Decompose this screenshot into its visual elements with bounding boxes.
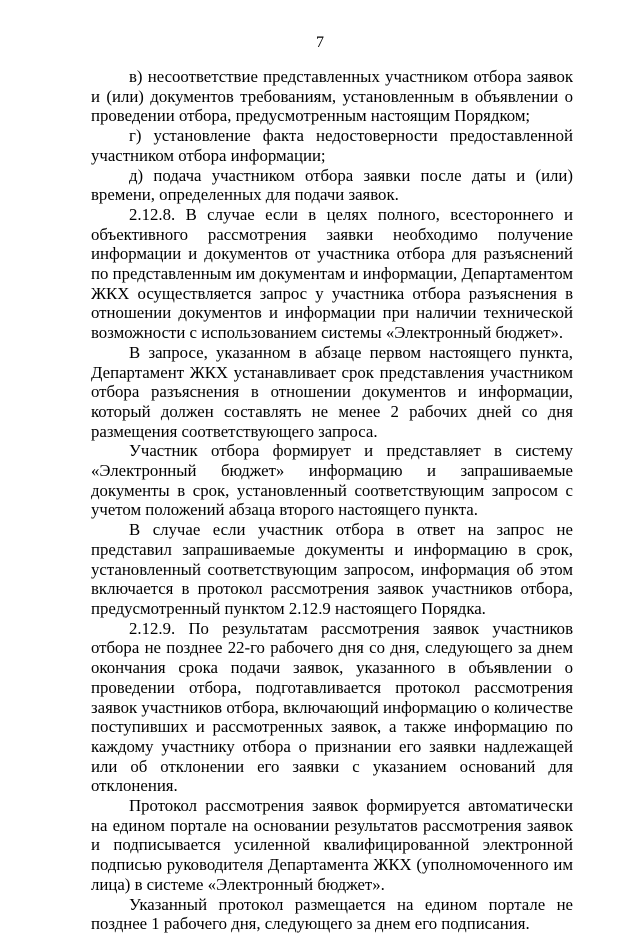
paragraph-request-term: В запросе, указанном в абзаце первом настоящего пункта, Департамент ЖКХ устанавливает срок представления участником отбора разъяснения в отношении документов и информации, который должен составлять не менее 2 рабочих дней со дня размещения соответствующего запроса. (91, 342, 573, 441)
paragraph-item-d: д) подача участником отбора заявки после даты и (или) времени, определенных для подачи заявок. (91, 165, 573, 205)
paragraph-participant-submits: Участник отбора формирует и представляет в систему «Электронный бюджет» информацию и запрашиваемые документы в срок, установленный соответствующим запросом с учетом положений абзаца второго настоящего пункта. (91, 441, 573, 520)
paragraph-protocol-published: Указанный протокол размещается на едином портале не позднее 1 рабочего дня, следующего за днем его подписания. (91, 894, 573, 934)
paragraph-item-v: в) несоответствие представленных участником отбора заявок и (или) документов требованиям, установленным в объявлении о проведении отбора, предусмотренным настоящим Порядком; (91, 67, 573, 126)
paragraph-item-g: г) установление факта недостоверности предоставленной участником отбора информации; (91, 126, 573, 165)
paragraph-protocol-formed: Протокол рассмотрения заявок формируется автоматически на едином портале на основании результатов рассмотрения заявок и подписывается усиленной квалифицированной электронной подписью руководителя Департамента ЖКХ (уполномоченного им лица) в системе «Электронный бюджет». (91, 796, 573, 894)
page-number: 7 (316, 34, 324, 51)
paragraph-2-12-8: 2.12.8. В случае если в целях полного, всестороннего и объективного рассмотрения заявки необходимо получение информации и документов от участника отбора для разъяснений по представленным им документам и информации, Департаментом ЖКХ осуществляется запрос у участника отбора разъяснения в отношении документов и информации при наличии технической возможности с использованием системы «Электронный бюджет». (91, 204, 573, 343)
paragraph-not-submitted: В случае если участник отбора в ответ на запрос не представил запрашиваемые документы и информацию в срок, установленный соответствующим запросом, информация об этом включается в протокол рассмотрения заявок участников отбора, предусмотренный пунктом 2.12.9 настоящего Порядка. (91, 520, 573, 618)
paragraph-2-12-9: 2.12.9. По результатам рассмотрения заявок участников отбора не позднее 22-го рабочего дня со дня, следующего за днем окончания срока подачи заявок, указанного в объявлении о проведении отбора, подготавливается протокол рассмотрения заявок участников отбора, включающий информацию о количестве поступивших и рассмотренных заявок, а также информацию по каждому участнику отбора о признании его заявки надлежащей или об отклонении его заявки с указанием оснований для отклонения. (91, 618, 573, 796)
document-body (91, 67, 573, 934)
